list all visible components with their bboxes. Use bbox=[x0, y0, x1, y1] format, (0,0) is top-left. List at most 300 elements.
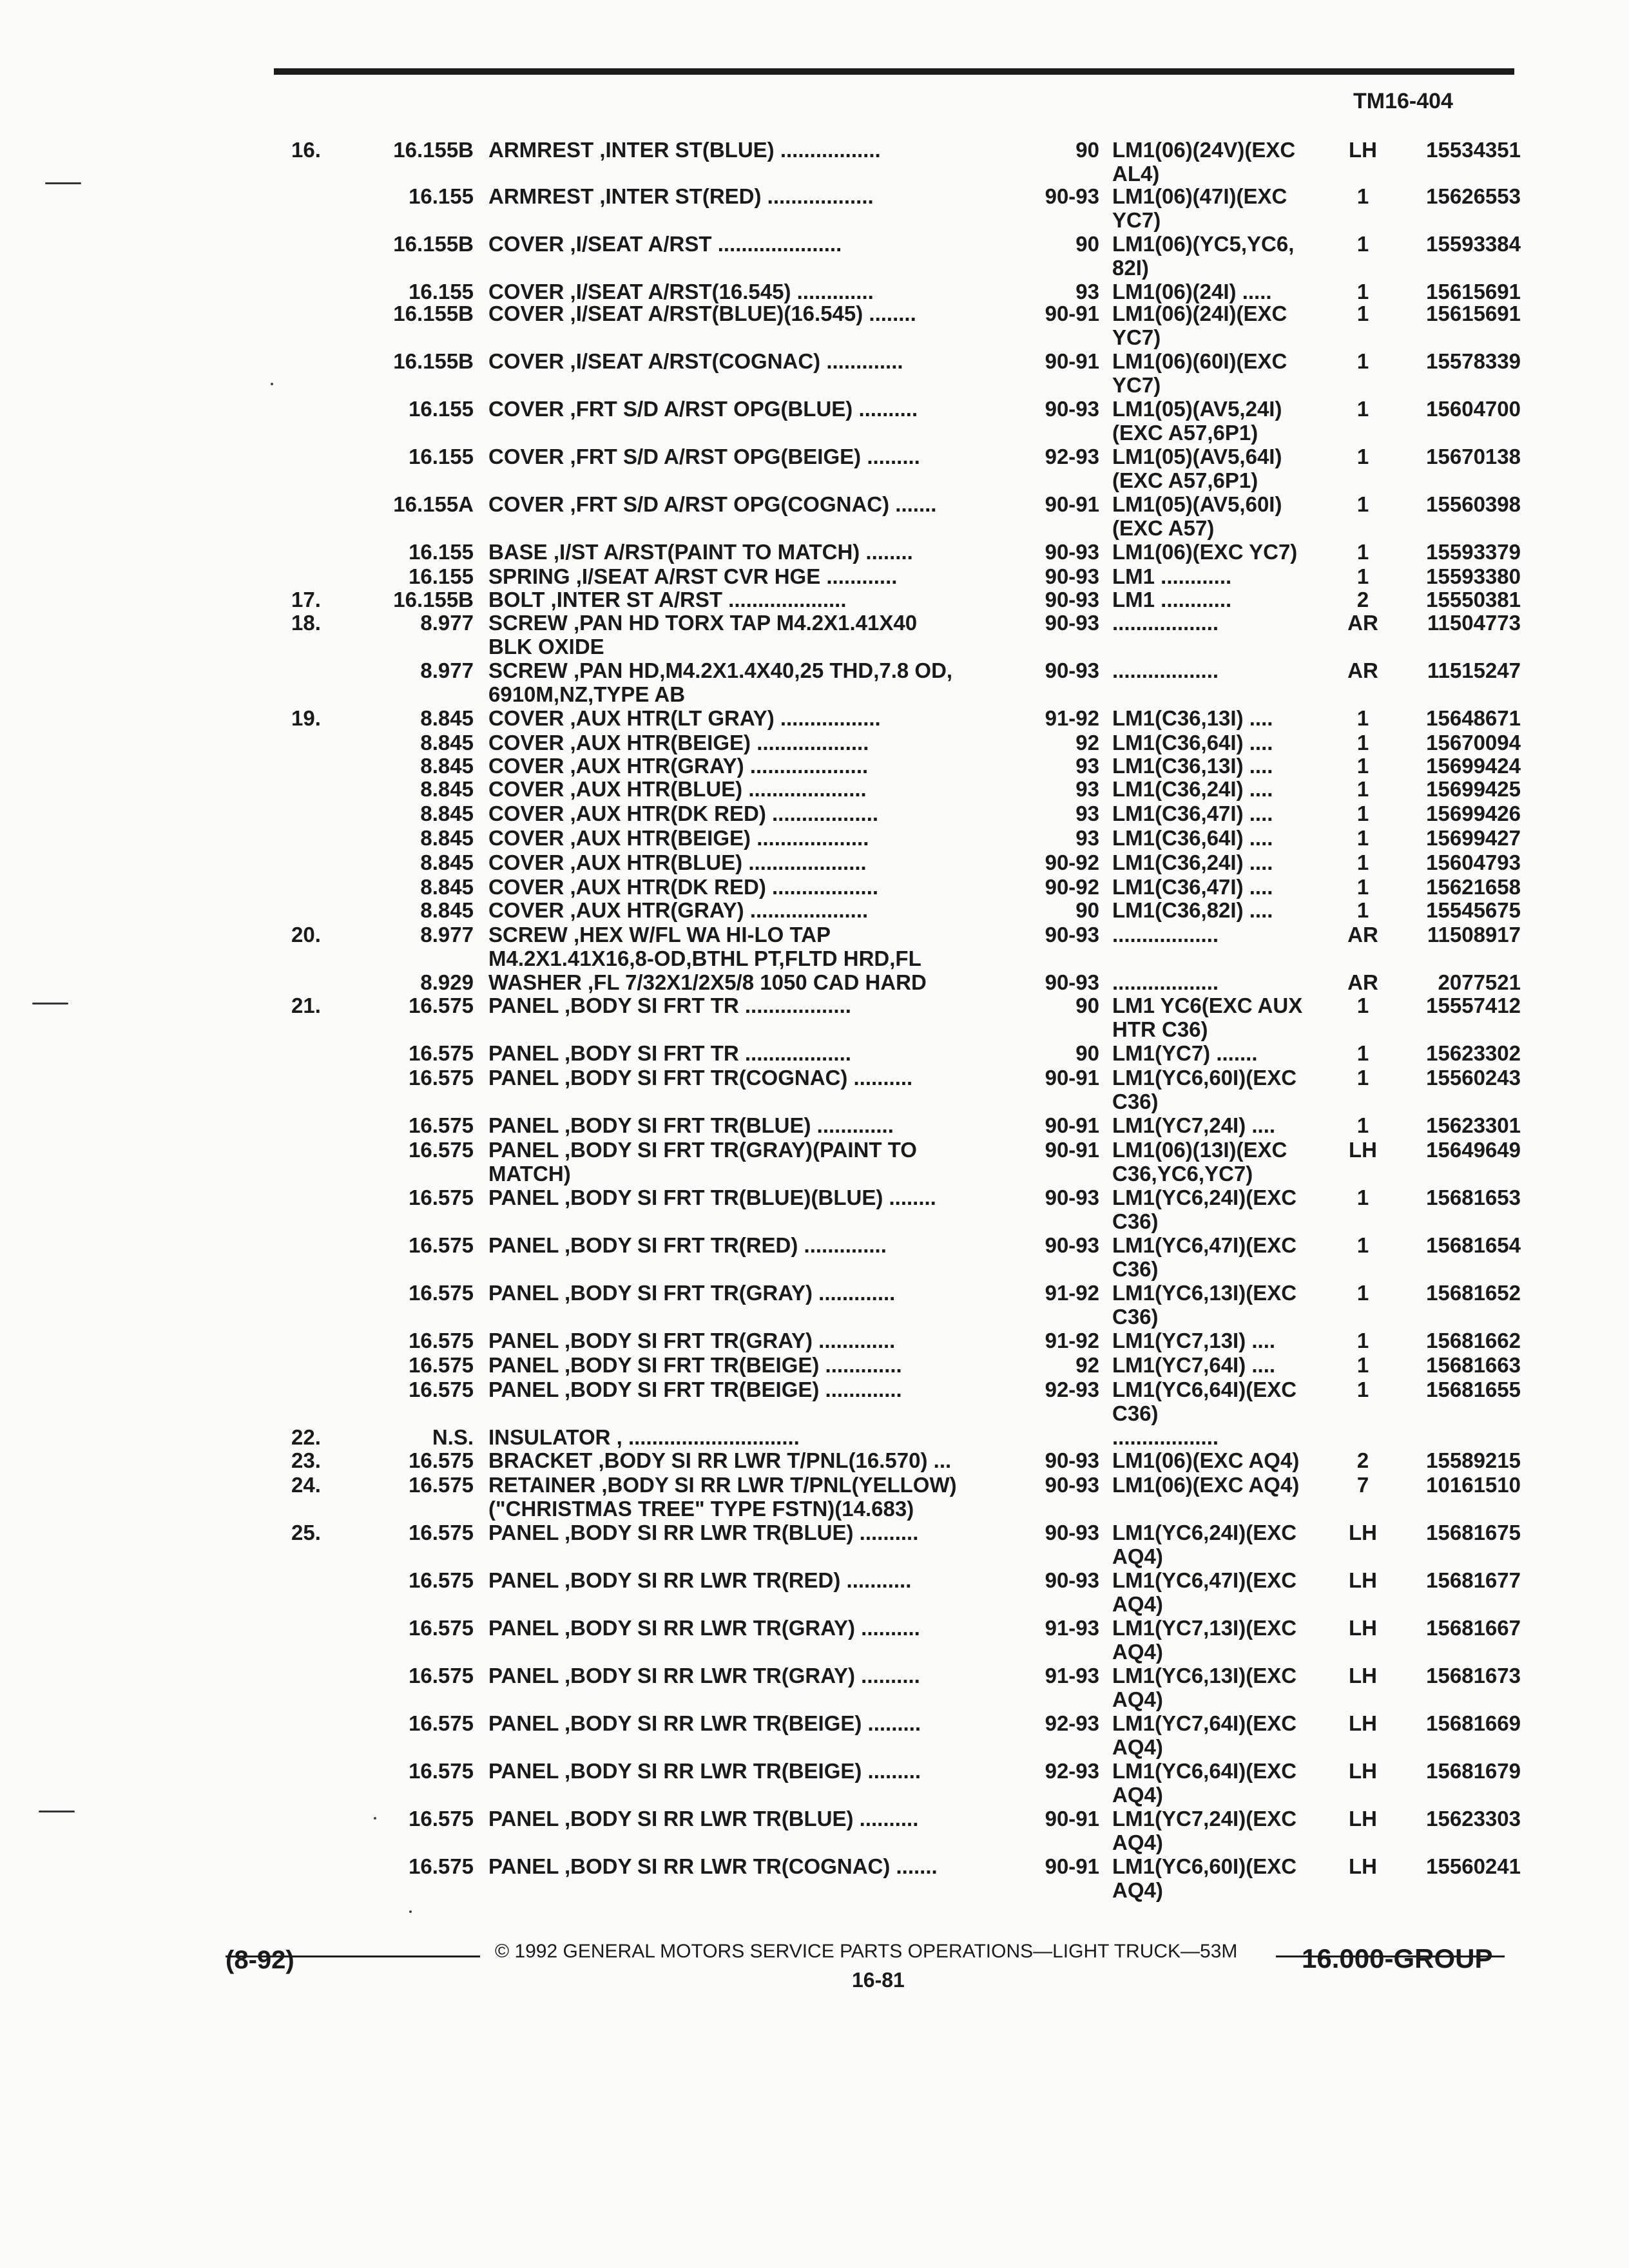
model-years: 92-93 bbox=[1045, 1711, 1099, 1735]
model-usage: LM1(06)(24V)(EXC AL4) bbox=[1112, 138, 1296, 186]
illustration-number: 16.575 bbox=[409, 1854, 474, 1878]
part-description: RETAINER ,BODY SI RR LWR T/PNL(YELLOW) ("CHRISTMAS TREE" TYPE FSTN)(14.683) bbox=[488, 1473, 957, 1521]
part-number: 15681667 bbox=[1426, 1616, 1521, 1640]
illustration-number: 16.575 bbox=[409, 1473, 474, 1497]
model-years: 90-93 bbox=[1045, 1521, 1099, 1544]
part-description: COVER ,FRT S/D A/RST OPG(BLUE) .......... bbox=[488, 397, 918, 421]
part-description: ARMREST ,INTER ST(RED) .................. bbox=[488, 184, 874, 208]
illustration-number: 8.845 bbox=[420, 754, 474, 778]
model-years: 90 bbox=[1075, 994, 1099, 1017]
model-usage: .................. bbox=[1112, 658, 1219, 682]
model-years: 91-93 bbox=[1045, 1664, 1099, 1687]
quantity: 1 bbox=[1356, 1281, 1369, 1305]
part-number: 15578339 bbox=[1426, 349, 1521, 373]
ref-number: 19. bbox=[291, 706, 321, 730]
illustration-number: 16.575 bbox=[409, 1066, 474, 1090]
illustration-number: 16.575 bbox=[409, 1807, 474, 1831]
part-number: 15589215 bbox=[1426, 1448, 1521, 1472]
model-years: 90 bbox=[1075, 138, 1099, 162]
part-number: 15681679 bbox=[1426, 1759, 1521, 1783]
margin-mark bbox=[45, 182, 81, 184]
illustration-number: 16.155 bbox=[409, 540, 474, 564]
quantity: AR bbox=[1347, 611, 1378, 635]
part-description: COVER ,AUX HTR(GRAY) .................... bbox=[488, 754, 869, 778]
part-number: 15550381 bbox=[1426, 588, 1521, 611]
part-description: BRACKET ,BODY SI RR LWR T/PNL(16.570) ... bbox=[488, 1448, 952, 1472]
quantity: 2 bbox=[1356, 1448, 1369, 1472]
model-usage: LM1(C36,47I) .... bbox=[1112, 802, 1273, 825]
model-years: 93 bbox=[1075, 280, 1099, 303]
quantity: 1 bbox=[1356, 280, 1369, 303]
illustration-number: 16.155B bbox=[393, 138, 474, 162]
quantity: LH bbox=[1349, 1854, 1377, 1878]
model-years: 90-93 bbox=[1045, 564, 1099, 588]
part-description: PANEL ,BODY SI FRT TR(GRAY) ............. bbox=[488, 1281, 896, 1305]
part-description: PANEL ,BODY SI RR LWR TR(BEIGE) ......... bbox=[488, 1711, 921, 1735]
model-years: 93 bbox=[1075, 802, 1099, 825]
part-description: PANEL ,BODY SI FRT TR(BLUE) ............. bbox=[488, 1113, 894, 1137]
model-usage: LM1(06)(24I)(EXC YC7) bbox=[1112, 302, 1287, 349]
part-description: COVER ,AUX HTR(DK RED) .................. bbox=[488, 875, 879, 899]
model-usage: LM1(YC7,24I) .... bbox=[1112, 1113, 1276, 1137]
model-years: 90-91 bbox=[1045, 1066, 1099, 1090]
model-years: 90-93 bbox=[1045, 540, 1099, 564]
speck bbox=[271, 383, 273, 385]
part-description: SCREW ,PAN HD TORX TAP M4.2X1.41X40 BLK OXIDE bbox=[488, 611, 918, 658]
speck bbox=[409, 1910, 412, 1913]
footer-page-number: 16-81 bbox=[852, 1968, 905, 1992]
model-usage: LM1(YC7,13I)(EXC AQ4) bbox=[1112, 1616, 1297, 1664]
illustration-number: 16.155B bbox=[393, 302, 474, 325]
part-number: 15615691 bbox=[1426, 302, 1521, 325]
part-number: 15623301 bbox=[1426, 1113, 1521, 1137]
quantity: LH bbox=[1349, 1521, 1377, 1544]
quantity: 1 bbox=[1356, 1329, 1369, 1352]
part-number: 15670138 bbox=[1426, 445, 1521, 468]
ref-number: 22. bbox=[291, 1425, 321, 1449]
part-description: COVER ,AUX HTR(BEIGE) ................... bbox=[488, 731, 869, 754]
quantity: 1 bbox=[1356, 349, 1369, 373]
model-years: 90-91 bbox=[1045, 1138, 1099, 1162]
quantity: LH bbox=[1349, 1616, 1377, 1640]
model-usage: LM1(YC6,47I)(EXC AQ4) bbox=[1112, 1568, 1297, 1616]
model-years: 90-93 bbox=[1045, 923, 1099, 947]
quantity: 1 bbox=[1356, 232, 1369, 256]
part-number: 15557412 bbox=[1426, 994, 1521, 1017]
quantity: 1 bbox=[1356, 1113, 1369, 1137]
quantity: LH bbox=[1349, 1759, 1377, 1783]
model-years: 93 bbox=[1075, 826, 1099, 850]
model-years: 90-93 bbox=[1045, 970, 1099, 994]
model-years: 93 bbox=[1075, 777, 1099, 801]
ref-number: 18. bbox=[291, 611, 321, 635]
model-usage: LM1(YC6,60I)(EXC AQ4) bbox=[1112, 1854, 1297, 1902]
quantity: 1 bbox=[1356, 397, 1369, 421]
illustration-number: 16.155B bbox=[393, 349, 474, 373]
model-usage: LM1(YC7,64I)(EXC AQ4) bbox=[1112, 1711, 1297, 1759]
part-number: 15648671 bbox=[1426, 706, 1521, 730]
model-years: 90 bbox=[1075, 898, 1099, 922]
part-description: COVER ,I/SEAT A/RST(COGNAC) ............. bbox=[488, 349, 903, 373]
quantity: 1 bbox=[1356, 850, 1369, 874]
part-description: COVER ,AUX HTR(BEIGE) ................... bbox=[488, 826, 869, 850]
illustration-number: 8.845 bbox=[420, 850, 474, 874]
part-description: PANEL ,BODY SI RR LWR TR(GRAY) .......... bbox=[488, 1616, 920, 1640]
illustration-number: 16.575 bbox=[409, 1616, 474, 1640]
model-usage: LM1 ............ bbox=[1112, 588, 1232, 611]
part-description: PANEL ,BODY SI RR LWR TR(RED) ........... bbox=[488, 1568, 912, 1592]
model-usage: LM1(06)(60I)(EXC YC7) bbox=[1112, 349, 1287, 397]
illustration-number: 16.155B bbox=[393, 232, 474, 256]
quantity: 1 bbox=[1356, 184, 1369, 208]
quantity: LH bbox=[1349, 1568, 1377, 1592]
illustration-number: N.S. bbox=[432, 1425, 474, 1449]
model-years: 90-91 bbox=[1045, 1854, 1099, 1878]
model-usage: LM1(C36,64I) .... bbox=[1112, 731, 1273, 754]
part-number: 15681663 bbox=[1426, 1353, 1521, 1377]
quantity: LH bbox=[1349, 1138, 1377, 1162]
ref-number: 23. bbox=[291, 1448, 321, 1472]
part-description: BOLT ,INTER ST A/RST .................... bbox=[488, 588, 847, 611]
part-description: PANEL ,BODY SI FRT TR .................. bbox=[488, 994, 851, 1017]
quantity: 1 bbox=[1356, 731, 1369, 754]
model-usage: .................. bbox=[1112, 970, 1219, 994]
model-usage: LM1(06)(24I) ..... bbox=[1112, 280, 1272, 303]
model-years: 90-93 bbox=[1045, 1233, 1099, 1257]
quantity: 1 bbox=[1356, 1378, 1369, 1401]
part-number: 11515247 bbox=[1427, 658, 1521, 682]
part-description: COVER ,AUX HTR(BLUE) .................... bbox=[488, 777, 867, 801]
ref-number: 21. bbox=[291, 994, 321, 1017]
model-years: 90-93 bbox=[1045, 184, 1099, 208]
quantity: 1 bbox=[1356, 492, 1369, 516]
speck bbox=[374, 1817, 376, 1820]
model-usage: LM1(C36,64I) .... bbox=[1112, 826, 1273, 850]
model-years: 90-93 bbox=[1045, 397, 1099, 421]
model-usage: LM1(05)(AV5,64I) (EXC A57,6P1) bbox=[1112, 445, 1282, 492]
illustration-number: 16.575 bbox=[409, 1353, 474, 1377]
ref-number: 20. bbox=[291, 923, 321, 947]
model-years: 91-93 bbox=[1045, 1616, 1099, 1640]
part-description: PANEL ,BODY SI FRT TR(GRAY)(PAINT TO MATCH) bbox=[488, 1138, 917, 1186]
illustration-number: 16.575 bbox=[409, 994, 474, 1017]
footer-revision-date: (8-92) bbox=[226, 1946, 294, 1974]
ref-number: 24. bbox=[291, 1473, 321, 1497]
part-description: PANEL ,BODY SI RR LWR TR(COGNAC) ....... bbox=[488, 1854, 938, 1878]
model-years: 90-93 bbox=[1045, 1568, 1099, 1592]
ref-number: 17. bbox=[291, 588, 321, 611]
model-usage: LM1(YC7,64I) .... bbox=[1112, 1353, 1276, 1377]
part-description: COVER ,FRT S/D A/RST OPG(BEIGE) ......... bbox=[488, 445, 920, 468]
illustration-number: 8.929 bbox=[420, 970, 474, 994]
illustration-number: 16.155 bbox=[409, 445, 474, 468]
part-number: 15623303 bbox=[1426, 1807, 1521, 1831]
model-usage: LM1(06)(EXC YC7) bbox=[1112, 540, 1298, 564]
model-years: 92-93 bbox=[1045, 1759, 1099, 1783]
model-usage: LM1(C36,47I) .... bbox=[1112, 875, 1273, 899]
model-usage: LM1(06)(EXC AQ4) bbox=[1112, 1448, 1300, 1472]
part-description: COVER ,I/SEAT A/RST(16.545) ............. bbox=[488, 280, 874, 303]
model-usage: .................. bbox=[1112, 611, 1219, 635]
quantity: 2 bbox=[1356, 588, 1369, 611]
part-number: 15681673 bbox=[1426, 1664, 1521, 1687]
illustration-number: 16.575 bbox=[409, 1329, 474, 1352]
illustration-number: 16.575 bbox=[409, 1378, 474, 1401]
part-number: 15593379 bbox=[1426, 540, 1521, 564]
model-usage: LM1(YC6,64I)(EXC C36) bbox=[1112, 1378, 1297, 1425]
model-years: 90 bbox=[1075, 232, 1099, 256]
part-number: 15681669 bbox=[1426, 1711, 1521, 1735]
model-usage: LM1(YC6,13I)(EXC AQ4) bbox=[1112, 1664, 1297, 1711]
quantity: 1 bbox=[1356, 445, 1369, 468]
quantity: 7 bbox=[1356, 1473, 1369, 1497]
part-description: COVER ,FRT S/D A/RST OPG(COGNAC) ....... bbox=[488, 492, 937, 516]
part-number: 15699424 bbox=[1426, 754, 1521, 778]
model-years: 90-91 bbox=[1045, 492, 1099, 516]
quantity: 1 bbox=[1356, 994, 1369, 1017]
part-number: 11504773 bbox=[1427, 611, 1521, 635]
model-usage: LM1(06)(EXC AQ4) bbox=[1112, 1473, 1300, 1497]
part-number: 15649649 bbox=[1426, 1138, 1521, 1162]
quantity: 1 bbox=[1356, 706, 1369, 730]
document-id: TM16-404 bbox=[1353, 89, 1453, 113]
part-description: PANEL ,BODY SI FRT TR .................. bbox=[488, 1041, 851, 1065]
illustration-number: 16.575 bbox=[409, 1521, 474, 1544]
top-rule bbox=[274, 68, 1514, 75]
model-years: 91-92 bbox=[1045, 706, 1099, 730]
model-years: 91-92 bbox=[1045, 1281, 1099, 1305]
quantity: 1 bbox=[1356, 875, 1369, 899]
model-years: 92 bbox=[1075, 731, 1099, 754]
illustration-number: 8.845 bbox=[420, 826, 474, 850]
model-years: 93 bbox=[1075, 754, 1099, 778]
quantity: LH bbox=[1349, 1711, 1377, 1735]
part-description: COVER ,AUX HTR(GRAY) .................... bbox=[488, 898, 869, 922]
part-number: 15621658 bbox=[1426, 875, 1521, 899]
margin-mark bbox=[32, 1003, 68, 1004]
model-years: 90-93 bbox=[1045, 1448, 1099, 1472]
part-description: PANEL ,BODY SI FRT TR(BLUE)(BLUE) ........ bbox=[488, 1186, 936, 1209]
part-description: PANEL ,BODY SI RR LWR TR(GRAY) .......... bbox=[488, 1664, 920, 1687]
part-number: 15604793 bbox=[1426, 850, 1521, 874]
model-years: 90-93 bbox=[1045, 611, 1099, 635]
part-number: 15699426 bbox=[1426, 802, 1521, 825]
illustration-number: 8.845 bbox=[420, 706, 474, 730]
part-description: PANEL ,BODY SI RR LWR TR(BLUE) .......... bbox=[488, 1521, 919, 1544]
model-usage: LM1(C36,82I) .... bbox=[1112, 898, 1273, 922]
illustration-number: 16.155B bbox=[393, 588, 474, 611]
model-usage: LM1(YC6,64I)(EXC AQ4) bbox=[1112, 1759, 1297, 1807]
illustration-number: 16.155 bbox=[409, 397, 474, 421]
part-description: COVER ,AUX HTR(BLUE) .................... bbox=[488, 850, 867, 874]
model-usage: LM1 ............ bbox=[1112, 564, 1232, 588]
part-description: SCREW ,PAN HD,M4.2X1.4X40,25 THD,7.8 OD, 6910M,NZ,TYPE AB bbox=[488, 658, 953, 706]
quantity: LH bbox=[1349, 1664, 1377, 1687]
ref-number: 25. bbox=[291, 1521, 321, 1544]
model-usage: LM1(C36,13I) .... bbox=[1112, 754, 1273, 778]
part-description: PANEL ,BODY SI FRT TR(COGNAC) .......... bbox=[488, 1066, 913, 1090]
illustration-number: 16.575 bbox=[409, 1448, 474, 1472]
illustration-number: 16.575 bbox=[409, 1711, 474, 1735]
model-usage: .................. bbox=[1112, 1425, 1219, 1449]
model-usage: LM1(06)(13I)(EXC C36,YC6,YC7) bbox=[1112, 1138, 1287, 1186]
quantity: LH bbox=[1349, 1807, 1377, 1831]
model-years: 90-91 bbox=[1045, 1113, 1099, 1137]
illustration-number: 16.575 bbox=[409, 1138, 474, 1162]
illustration-number: 8.845 bbox=[420, 777, 474, 801]
model-usage: LM1(YC6,60I)(EXC C36) bbox=[1112, 1066, 1297, 1113]
illustration-number: 16.575 bbox=[409, 1759, 474, 1783]
part-number: 2077521 bbox=[1438, 970, 1521, 994]
part-description: ARMREST ,INTER ST(BLUE) ................. bbox=[488, 138, 881, 162]
model-usage: LM1(C36,13I) .... bbox=[1112, 706, 1273, 730]
quantity: AR bbox=[1347, 923, 1378, 947]
part-description: COVER ,AUX HTR(LT GRAY) ................. bbox=[488, 706, 881, 730]
model-years: 90-92 bbox=[1045, 850, 1099, 874]
model-years: 90-91 bbox=[1045, 349, 1099, 373]
model-usage: LM1(C36,24I) .... bbox=[1112, 777, 1273, 801]
ref-number: 16. bbox=[291, 138, 321, 162]
part-number: 15699427 bbox=[1426, 826, 1521, 850]
quantity: 1 bbox=[1356, 1353, 1369, 1377]
quantity: 1 bbox=[1356, 1066, 1369, 1090]
part-description: BASE ,I/ST A/RST(PAINT TO MATCH) ........ bbox=[488, 540, 913, 564]
part-number: 15681653 bbox=[1426, 1186, 1521, 1209]
model-usage: LM1(YC7,24I)(EXC AQ4) bbox=[1112, 1807, 1297, 1854]
part-number: 15615691 bbox=[1426, 280, 1521, 303]
part-number: 15681675 bbox=[1426, 1521, 1521, 1544]
illustration-number: 16.155A bbox=[393, 492, 474, 516]
footer-copyright: © 1992 GENERAL MOTORS SERVICE PARTS OPERATIONS—LIGHT TRUCK—53M bbox=[495, 1941, 1238, 1962]
quantity: 1 bbox=[1356, 302, 1369, 325]
quantity: 1 bbox=[1356, 1041, 1369, 1065]
illustration-number: 16.155 bbox=[409, 184, 474, 208]
part-number: 11508917 bbox=[1427, 923, 1521, 947]
part-number: 15681655 bbox=[1426, 1378, 1521, 1401]
margin-mark bbox=[39, 1811, 75, 1812]
model-years: 92 bbox=[1075, 1353, 1099, 1377]
part-number: 15560398 bbox=[1426, 492, 1521, 516]
part-description: PANEL ,BODY SI RR LWR TR(BEIGE) ......... bbox=[488, 1759, 921, 1783]
part-number: 15560241 bbox=[1426, 1854, 1521, 1878]
part-number: 15593384 bbox=[1426, 232, 1521, 256]
model-years: 90-93 bbox=[1045, 1473, 1099, 1497]
model-usage: LM1(06)(YC5,YC6, 82I) bbox=[1112, 232, 1295, 280]
model-usage: LM1(YC7,13I) .... bbox=[1112, 1329, 1276, 1352]
quantity: 1 bbox=[1356, 802, 1369, 825]
quantity: LH bbox=[1349, 138, 1377, 162]
model-years: 90-92 bbox=[1045, 875, 1099, 899]
part-number: 15681677 bbox=[1426, 1568, 1521, 1592]
quantity: 1 bbox=[1356, 540, 1369, 564]
quantity: 1 bbox=[1356, 754, 1369, 778]
illustration-number: 16.575 bbox=[409, 1664, 474, 1687]
illustration-number: 16.155 bbox=[409, 280, 474, 303]
part-description: PANEL ,BODY SI FRT TR(BEIGE) ............. bbox=[488, 1378, 902, 1401]
model-years: 90-91 bbox=[1045, 1807, 1099, 1831]
model-years: 90-93 bbox=[1045, 1186, 1099, 1209]
model-years: 90 bbox=[1075, 1041, 1099, 1065]
model-usage: LM1(05)(AV5,24I) (EXC A57,6P1) bbox=[1112, 397, 1282, 445]
model-years: 90-91 bbox=[1045, 302, 1099, 325]
quantity: 1 bbox=[1356, 898, 1369, 922]
model-usage: LM1 YC6(EXC AUX HTR C36) bbox=[1112, 994, 1303, 1041]
illustration-number: 16.155 bbox=[409, 564, 474, 588]
part-description: COVER ,I/SEAT A/RST ..................... bbox=[488, 232, 842, 256]
model-usage: .................. bbox=[1112, 923, 1219, 947]
model-usage: LM1(YC6,24I)(EXC AQ4) bbox=[1112, 1521, 1297, 1568]
part-number: 15681654 bbox=[1426, 1233, 1521, 1257]
part-number: 15593380 bbox=[1426, 564, 1521, 588]
part-number: 15534351 bbox=[1426, 138, 1521, 162]
part-number: 10161510 bbox=[1426, 1473, 1521, 1497]
part-number: 15560243 bbox=[1426, 1066, 1521, 1090]
model-years: 90-93 bbox=[1045, 658, 1099, 682]
model-usage: LM1(06)(47I)(EXC YC7) bbox=[1112, 184, 1287, 232]
quantity: AR bbox=[1347, 658, 1378, 682]
model-usage: LM1(05)(AV5,60I) (EXC A57) bbox=[1112, 492, 1282, 540]
illustration-number: 16.575 bbox=[409, 1186, 474, 1209]
quantity: 1 bbox=[1356, 826, 1369, 850]
illustration-number: 8.977 bbox=[420, 923, 474, 947]
illustration-number: 8.845 bbox=[420, 802, 474, 825]
model-usage: LM1(C36,24I) .... bbox=[1112, 850, 1273, 874]
part-description: COVER ,I/SEAT A/RST(BLUE)(16.545) ........ bbox=[488, 302, 916, 325]
part-description: PANEL ,BODY SI RR LWR TR(BLUE) .......... bbox=[488, 1807, 919, 1831]
model-usage: LM1(YC6,24I)(EXC C36) bbox=[1112, 1186, 1297, 1233]
model-years: 91-92 bbox=[1045, 1329, 1099, 1352]
illustration-number: 8.845 bbox=[420, 898, 474, 922]
part-number: 15681652 bbox=[1426, 1281, 1521, 1305]
illustration-number: 8.977 bbox=[420, 611, 474, 635]
model-usage: LM1(YC6,13I)(EXC C36) bbox=[1112, 1281, 1297, 1329]
model-years: 92-93 bbox=[1045, 445, 1099, 468]
model-usage: LM1(YC6,47I)(EXC C36) bbox=[1112, 1233, 1297, 1281]
part-description: PANEL ,BODY SI FRT TR(BEIGE) ............. bbox=[488, 1353, 902, 1377]
part-number: 15670094 bbox=[1426, 731, 1521, 754]
part-number: 15681662 bbox=[1426, 1329, 1521, 1352]
part-number: 15623302 bbox=[1426, 1041, 1521, 1065]
illustration-number: 8.977 bbox=[420, 658, 474, 682]
quantity: 1 bbox=[1356, 1186, 1369, 1209]
illustration-number: 8.845 bbox=[420, 731, 474, 754]
part-description: WASHER ,FL 7/32X1/2X5/8 1050 CAD HARD bbox=[488, 970, 927, 994]
illustration-number: 16.575 bbox=[409, 1041, 474, 1065]
model-usage: LM1(YC7) ....... bbox=[1112, 1041, 1258, 1065]
part-description: INSULATOR , ............................. bbox=[488, 1425, 800, 1449]
illustration-number: 16.575 bbox=[409, 1281, 474, 1305]
footer-group: 16.000-GROUP bbox=[1302, 1943, 1493, 1974]
quantity: 1 bbox=[1356, 564, 1369, 588]
quantity: AR bbox=[1347, 970, 1378, 994]
part-description: SCREW ,HEX W/FL WA HI-LO TAP M4.2X1.41X16,8-OD,BTHL PT,FLTD HRD,FL bbox=[488, 923, 921, 970]
illustration-number: 16.575 bbox=[409, 1568, 474, 1592]
part-description: PANEL ,BODY SI FRT TR(RED) .............. bbox=[488, 1233, 887, 1257]
quantity: 1 bbox=[1356, 1233, 1369, 1257]
part-description: COVER ,AUX HTR(DK RED) .................. bbox=[488, 802, 879, 825]
part-description: PANEL ,BODY SI FRT TR(GRAY) ............. bbox=[488, 1329, 896, 1352]
part-number: 15545675 bbox=[1426, 898, 1521, 922]
part-number: 15604700 bbox=[1426, 397, 1521, 421]
illustration-number: 8.845 bbox=[420, 875, 474, 899]
illustration-number: 16.575 bbox=[409, 1113, 474, 1137]
illustration-number: 16.575 bbox=[409, 1233, 474, 1257]
model-years: 92-93 bbox=[1045, 1378, 1099, 1401]
part-number: 15699425 bbox=[1426, 777, 1521, 801]
part-number: 15626553 bbox=[1426, 184, 1521, 208]
model-years: 90-93 bbox=[1045, 588, 1099, 611]
quantity: 1 bbox=[1356, 777, 1369, 801]
